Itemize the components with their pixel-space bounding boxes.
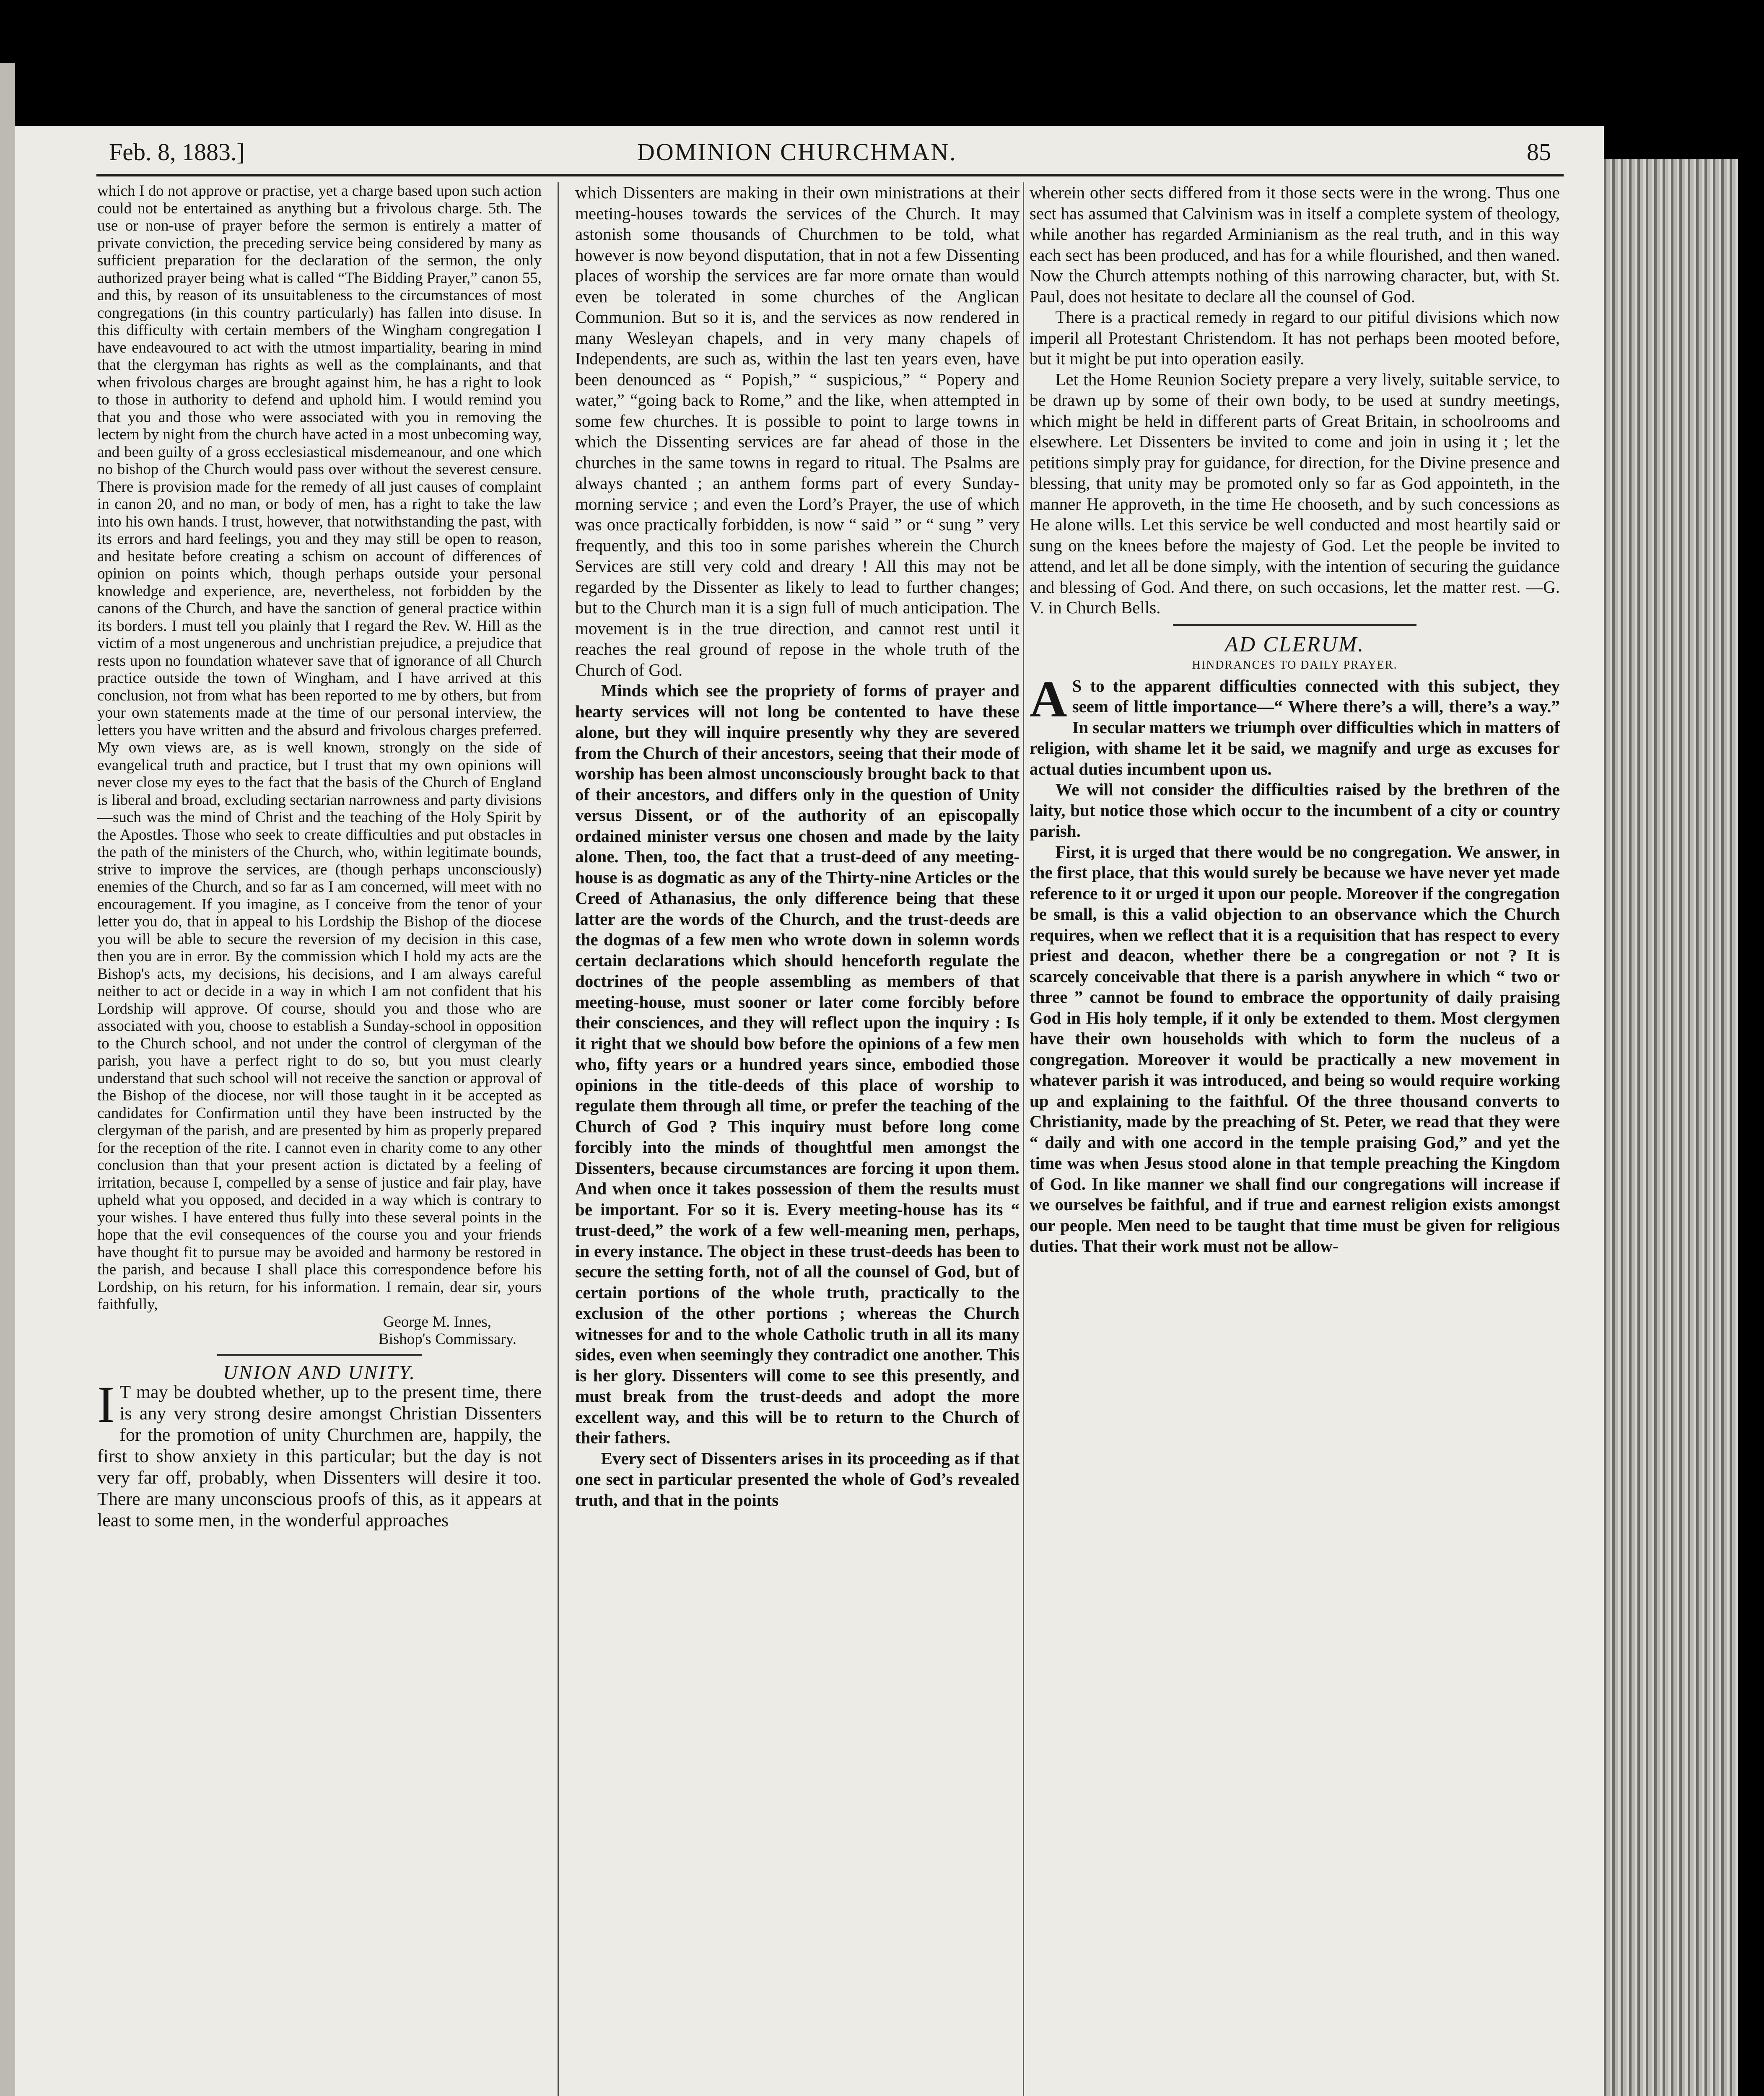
ad-clerum-paragraph-3: First, it is urged that there would be no congregation. We answer, in the first place, that this would surely be because we have never yet made reference to it or urged it upon our people. Moreover if the congregation be small, is this a valid objection to an observance which the Church requires, when we reflect that it is a requisition that has respect to every priest and deacon, whether there be a congregation or not ? It is scarcely conceivable that there is a parish anywhere in which “ two or three ” cannot be found to embrace the opportunity of daily praising God in His holy temple, if it only be extended to them. Most clergymen have their own households with which to form the nucleus of a congregation. Moreover it would be practically a new movement in whatever parish it was introduced, and being so would require working up and explaining to the faithful. Of the three thousand converts to Christianity, made by the preaching of St. Peter, we read that they were “ daily and with one accord in the temple praising God,” and yet the time was when Jesus stood alone in that temple preaching the Kingdom of God. In like manner we shall find our congregations will increase if we ourselves be faithful, and if true and earnest religion exists amongst our people. Men need to be taught that time must be given for religious duties. That their work must not be allow- [1030, 842, 1560, 1256]
union-paragraph-1: which Dissenters are making in their own ministrations at their meeting-houses towards the services of the Church. It may astonish some thousands of Churchmen to be told, what however is now beyond disputation, that in not a few Dissenting places of worship the services are far more ornate than would even be tolerated in some churches of the Anglican Communion. But so it is, and the services as now rendered in many Wesleyan chapels, and in very many chapels of Independents, are such as, within the last ten years even, have been denounced as “ Popish,” “ suspicious,” “ Popery and water,” “going back to Rome,” and the like, when attempted in some few churches. It is possible to point to large towns in which the Dissenting services are far ahead of those in the churches in the same towns in regard to ritual. The Psalms are always chanted ; an anthem forms part of every Sunday-morning service ; and even the Lord’s Prayer, the use of which was once practically forbidden, is now “ said ” or “ sung ” very frequently, and this too in some parishes wherein the Church Services are still very cold and dreary ! All this may not be regarded by the Dissenter as likely to lead to further changes; but to the Church man it is a sign full of much anticipation. The movement is in the true direction, and cannot rest until it reaches the real ground of repose in the whole truth of the Church of God. [575, 183, 1019, 680]
signature-block [97, 1313, 542, 1348]
section-title-union: UNION AND UNITY. [223, 1361, 416, 1384]
signature-name: George M. Innes, [383, 1313, 491, 1331]
previous-page-edge [0, 63, 15, 2096]
letter-body: which I do not approve or practise, yet a charge based upon such action could not be entertained as anything but a frivolous charge. 5th. The use or non-use of prayer before the sermon is entirely a matter of private conviction, the preceding service being considered by many as sufficient preparation for the declaration of the sermon, the only authorized prayer being what is called “The Bidding Prayer,” canon 55, and this, by reason of its unsuitableness to the circumstances of most congregations (in this country particularly) has fallen into disuse. In this difficulty with certain members of the Wingham congregation I have endeavoured to act with the utmost impartiality, bearing in mind that the clergyman has rights as well as the complainants, and that when frivolous charges are brought against him, he has a right to look to those in authority to defend and uphold him. I would remind you that you and those who were associated with you in removing the lectern by night from the church have acted in a most unbecoming way, and been guilty of a gross ecclesiastical misdemeanour, and one which no bishop of the Church would pass over without the severest censure. There is provision made for the remedy of all just causes of complaint in canon 20, and no man, or body of men, has a right to take the law into his own hands. I trust, however, that notwithstanding the past, with its errors and hard feelings, you and they may still be open to reason, and hesitate before creating a schism on account of differences of opinion on points which, though perhaps outside your personal knowledge and experience, are, nevertheless, not forbidden by the canons of the Church, and have the sanction of general practice within its borders. I must tell you plainly that I regard the Rev. W. Hill as the victim of a most ungenerous and unchristian prejudice, a prejudice that rests upon no foundation whatever save that of ignorance of all Church practice outside the town of Wingham, and I have arrived at this conclusion, not from what has been reported to me by others, but from your own statements made at the time of our personal interview, the letters you have written and the absurd and frivolous charges preferred. My own views are, as is well known, strongly on the side of evangelical truth and practice, but I trust that my own opinions will never close my eyes to the fact that the basis of the Church of England is liberal and broad, excluding sectarian narrowness and party divisions—such was the mind of Christ and the teaching of the Holy Spirit by the Apostles. Those who seek to create difficulties and put obstacles in the path of the ministers of the Church, who, within legitimate bounds, strive to improve the services, are (though perhaps unconsciously) enemies of the Church, and so far as I am concerned, will meet with no encouragement. If you imagine, as I conceive from the tenor of your letter you do, that in appeal to his Lordship the Bishop of the diocese you will be able to secure the reversion of my decision in this case, then you are in error. By the commission which I hold my acts are the Bishop's acts, my decisions, his decisions, and I am always careful neither to act or decide in a way in which I am not confident that his Lordship will approve. Of course, should you and those who are associated with you, choose to establish a Sunday-school in opposition to the Church school, and not under the control of clergyman of the parish, you have a perfect right to do so, but you must clearly understand that such school will not receive the sanction or approval of the Bishop of the diocese, nor will those taught in it be accepted as candidates for Confirmation until they have been instructed by the clergyman of the parish, and are presented by him as properly prepared for the reception of the rite. I cannot even in charity come to any other conclusion than that your present action is dictated by a feeling of irritation, because I, compelled by a sense of justice and fair play, have upheld what you opposed, and decided in a way which is contrary to your wishes. I have entered thus fully into these several points in the hope that the evil consequences of the course you and your friends have thought fit to pursue may be avoided and harmony be restored in the parish, and because I shall place this correspondence before his Lordship, on his return, for his information. I remain, dear sir, yours faithfully, [97, 182, 542, 1313]
page-number: 85 [1527, 138, 1551, 166]
section-rule [217, 1354, 422, 1356]
column-rule-1 [558, 182, 559, 2096]
masthead-title: DOMINION CHURCHMAN. [637, 138, 957, 166]
ad-clerum-paragraph-1 [1030, 670, 1560, 780]
issue-date: Feb. 8, 1883.] [109, 138, 245, 166]
signature-role: Bishop's Commissary. [378, 1331, 516, 1348]
union-paragraph-3: Every sect of Dissenters arises in its proceeding as if that one sect in particular presented the whole of God’s revealed truth, and that in the points [575, 1448, 1019, 1510]
dropcap-i: I [97, 1376, 115, 1433]
union-paragraph-5: There is a practical remedy in regard to our pitiful divisions which now imperil all Protestant Christendom. It has not perhaps been mooted before, but it might be put into operation easily. [1030, 307, 1560, 368]
union-paragraph-2: Minds which see the propriety of forms of prayer and hearty services will not long be contented to have these alone, but they will inquire presently why they are severed from the Church of their ancestors, seeing that their mode of worship has been almost unconsciously brought back to that of their ancestors, and differs only in the question of Unity versus Dissent, or of the authority of an episcopally ordained minister versus one chosen and made by the laity alone. Then, too, the fact that a trust-deed of any meeting-house is as dogmatic as any of the Thirty-nine Articles or the Creed of Athanasius, the only difference being that these latter are the words of the Church, and the trust-deeds are the dogmas of a few men who wrote down in solemn words certain declarations which should henceforth regulate the doctrines of the people assembling as members of that meeting-house, must sooner or later come forcibly before their consciences, and they will reflect upon the inquiry : Is it right that we should bow before the opinions of a few men who, fifty years or a hundred years since, embodied those opinions in the title-deeds of this place of worship to regulate them through all time, or prefer the teaching of the Church of God ? This inquiry must before long come forcibly into the minds of thoughtful men amongst the Dissenters, because circumstances are forcing it upon them. And when once it takes possession of them the results must be important. For so it is. Every meeting-house has its “ trust-deed,” the work of a few well-meaning men, perhaps, in every instance. The object in these trust-deeds has been to secure the setting forth, not of all the counsel of God, but of certain portions of the whole truth, practically to the exclusion of the other portions ; whereas the Church witnesses for and to the whole Catholic truth in all its many sides, even when seemingly they contradict one another. This is her glory. Dissenters will come to see this presently, and must break from the trust-deeds and adopt the more excellent way, and this will be to return to the Church of their fathers. [575, 681, 1019, 1447]
dropcap-a: A [1030, 670, 1067, 728]
ad-clerum-text-1: S to the apparent difficulties connected with this subject, they seem of little importance—“ Where there’s a will, there’s a way.” In secular matters we triumph over difficulties which in matters of religion, with shame let it be said, we magnify and urge as excuses for actual duties incumbent upon us. [1030, 676, 1560, 778]
column-middle [575, 182, 1019, 2096]
union-first-paragraph [97, 1376, 542, 1531]
column-rule-2 [1023, 182, 1024, 2096]
ad-clerum-paragraph-2: We will not consider the difficulties raised by the brethren of the laity, but notice those which occur to the incumbent of a city or country parish. [1030, 780, 1560, 840]
column-right [1030, 182, 1560, 2096]
union-paragraph-6: Let the Home Reunion Society prepare a very lively, suitable service, to be drawn up by some of their own body, to be used at sundry meetings, which might be held in different parts of Great Britain, in schoolrooms and elsewhere. Let Dissenters be invited to come and join in using it ; let the petitions simply pray for guidance, for direction, for the Divine presence and blessing, that unity may be promoted only so far as God appointeth, in the manner He approveth, in the time He chooseth, and by such concessions as He alone wills. Let this service be well conducted and most heartily said or sung on the knees before the majesty of God. Let the people be invited to attend, and let all be done simply, with the intention of securing the guidance and blessing of God. And there, on such occasions, let the matter rest. —G. V. in Church Bells. [1030, 369, 1560, 617]
page-header [96, 136, 1564, 176]
union-text: T may be doubted whether, up to the present time, there is any very strong desire amongst Christian Dissenters for the promotion of unity Churchmen are, happily, the first to show anxiety in this particular; but the day is not very far off, probably, when Dissenters will desire it too. There are many unconscious proofs of this, as it appears at least to some men, in the wonderful approaches [97, 1382, 542, 1530]
section-rule-2 [1173, 624, 1417, 626]
column-left [97, 182, 542, 2096]
section-title-ad-clerum: AD CLERUM. [1224, 632, 1365, 656]
union-paragraph-4: wherein other sects differed from it those sects were in the wrong. Thus one sect has assumed that Calvinism was in itself a complete system of theology, while another has regarded Arminianism as the real truth, and in this way each sect has been produced, and has for a while flourished, and then waned. Now the Church attempts nothing of this narrowing character, but, with St. Paul, does not hesitate to declare all the counsel of God. [1030, 183, 1560, 306]
page-stack-binding [1604, 159, 1738, 2096]
subheading-hindrances: HINDRANCES TO DAILY PRAYER. [1192, 659, 1398, 672]
